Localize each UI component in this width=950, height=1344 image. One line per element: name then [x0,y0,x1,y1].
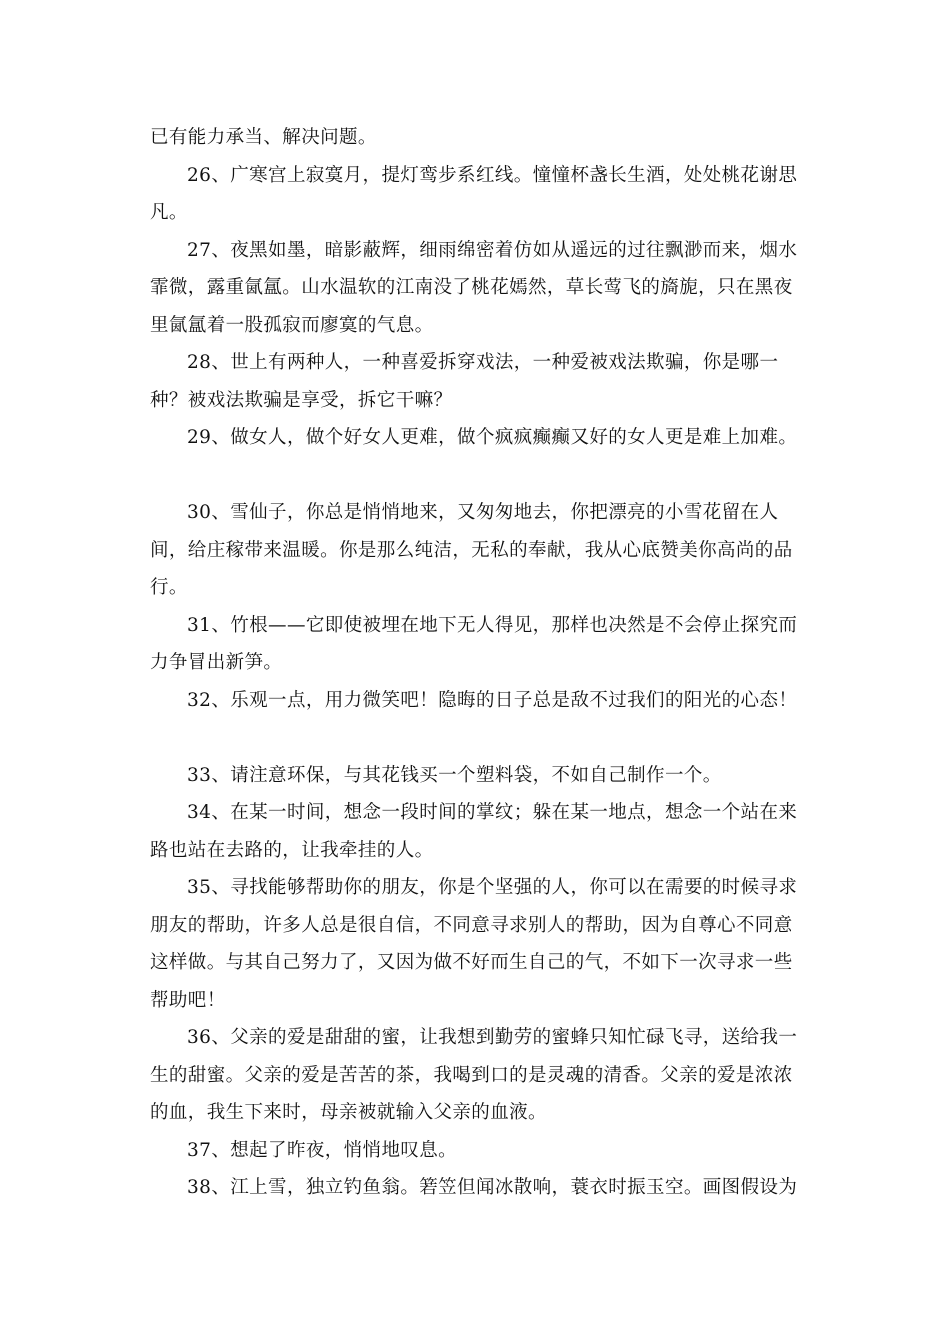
paragraph-37: 37、想起了昨夜，悄悄地叹息。 [187,1139,458,1161]
paragraph-34: 34、在某一时间，想念一段时间的掌纹；躲在某一地点，想念一个站在来路也站在去路的，让我牵挂的人。 [150,802,798,861]
paragraph-38: 38、江上雪，独立钓鱼翁。箬笠但闻冰散响，蓑衣时振玉空。画图假设为 [187,1177,798,1198]
paragraph-33: 33、请注意环保，与其花钱买一个塑料袋，不如自己制作一个。 [187,764,722,786]
paragraph-35: 35、寻找能够帮助你的朋友，你是个坚强的人，你可以在需要的时候寻求朋友的帮助，许多人总是很自信，不同意寻求别人的帮助，因为自尊心不同意这样做。与其自己努力了，又因为做不好而生自己的气，不如下一次寻求一些帮助吧！ [150,877,798,1011]
paragraph-36: 36、父亲的爱是甜甜的蜜，让我想到勤劳的蜜蜂只知忙碌飞寻，送给我一生的甜蜜。父亲的爱是苦苦的茶，我喝到口的是灵魂的清香。父亲的爱是浓浓的血，我生下来时，母亲被就输入父亲的血液。 [150,1027,798,1123]
paragraph-31: 31、竹根——它即使被埋在地下无人得见，那样也决然是不会停止探究而力争冒出新笋。 [150,614,798,673]
paragraph-32: 32、乐观一点，用力微笑吧！隐晦的日子总是敌不过我们的阳光的心态！ [187,689,798,711]
paragraph-29: 29、做女人，做个好女人更难，做个疯疯癫癫又好的女人更是难上加难。 [187,427,798,448]
paragraph-30: 30、雪仙子，你总是悄悄地来，又匆匆地去，你把漂亮的小雪花留在人间，给庄稼带来温暖。你是那么纯洁，无私的奉献，我从心底赞美你高尚的品行。 [150,502,793,598]
paragraph-28: 28、世上有两种人，一种喜爱拆穿戏法，一种爱被戏法欺骗，你是哪一种？被戏法欺骗是享受，拆它干嘛？ [150,352,779,411]
paragraph-26: 26、广寒宫上寂寞月，提灯鸾步系红线。憧憧杯盏长生酒，处处桃花谢思凡。 [150,164,798,223]
paragraph-gap [150,719,800,757]
paragraph-27: 27、夜黑如墨，暗影蔽辉，细雨绵密着仿如从遥远的过往飘渺而来，烟水霏微，露重氤氲。山水温软的江南没了桃花嫣然，草长莺飞的旖旎，只在黑夜里氤氲着一股孤寂而廖寞的气息。 [150,239,798,336]
document-body [150,119,800,1207]
paragraph-gap [150,457,800,495]
paragraph-continuation: 已有能力承当、解决问题。 [150,127,377,148]
